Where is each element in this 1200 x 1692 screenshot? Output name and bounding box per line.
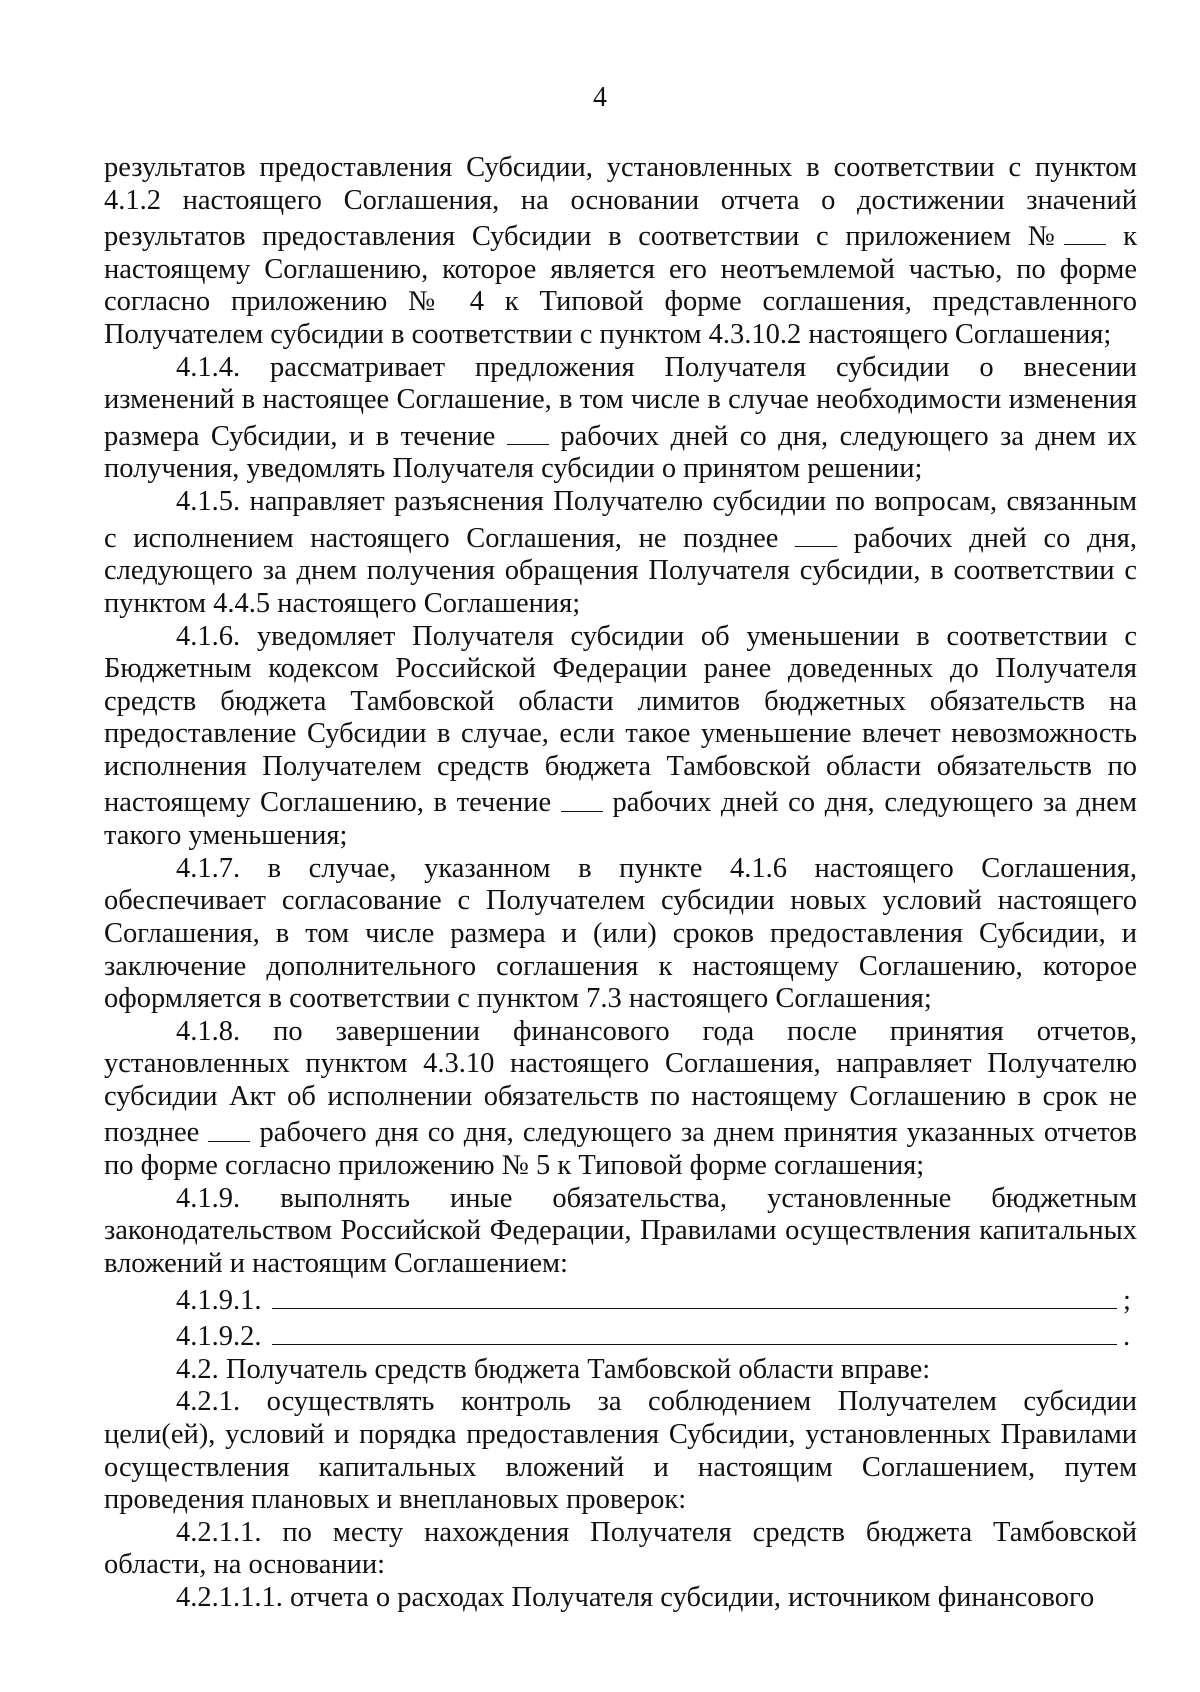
paragraph-text: 4.1.9. выполнять иные обязательства, установленные бюджетным законодательством Российской Федерации, Правилами осуществления капитальных вложений и настоящим Соглашением: [104, 1182, 1137, 1279]
paragraph-text: 4.2.1.1.1. отчета о расходах Получателя субсидии, источником финансового [176, 1581, 1095, 1613]
paragraph-4-1-5 [104, 486, 1137, 620]
fill-line-label: 4.1.9.2. [176, 1321, 262, 1353]
paragraph-4-1-9 [104, 1183, 1137, 1281]
fill-line-rule [272, 1281, 1118, 1309]
paragraph-cont [104, 152, 1137, 352]
paragraphs-before [104, 152, 1137, 1281]
fill-lines [104, 1281, 1137, 1354]
paragraph-text: 4.1.8. по завершении финансового года после принятия отчетов, установленных пунктом 4.3.10 настоящего Соглашения, направляет Получателю субсидии Акт об исполнении обязательств по настоящему Соглашению в срок не позднее [104, 1015, 1137, 1149]
paragraph-4-1-8 [104, 1016, 1137, 1183]
paragraph-text: рабочего дня со дня, следующего за днем принятия указанных отчетов по форме согласно приложению № 5 к Типовой форме соглашения; [104, 1117, 1137, 1182]
paragraph-4-2 [104, 1354, 1137, 1387]
paragraph-text: 4.1.4. рассматривает предложения Получателя субсидии о внесении изменений в настоящее Соглашение, в том числе в случае необходимости изменения размера Субсидии, и в течение [104, 351, 1137, 452]
blank-field [795, 519, 837, 547]
fill-4-1-9-2 [104, 1317, 1137, 1354]
paragraph-text: 4.2. Получатель средств бюджета Тамбовской области вправе: [176, 1353, 931, 1385]
paragraph-text: результатов предоставления Субсидии, установленных в соответствии с пунктом 4.1.2 настоящего Соглашения, на основании отчета о достижении значений результатов предоставления Субсидии в соответствии с приложением № [104, 152, 1137, 253]
fill-line-rule [272, 1317, 1118, 1345]
paragraph-4-1-7 [104, 853, 1137, 1016]
paragraph-text: 4.2.1.1. по месту нахождения Получателя средств бюджета Тамбовской области, на основании: [104, 1516, 1137, 1581]
paragraph-text: 4.2.1. осуществлять контроль за соблюдением Получателем субсидии цели(ей), условий и порядка предоставления Субсидии, установленных Правилами осуществления капитальных вложений и настоящим Соглашением, путем проведения плановых и внеплановых проверок: [104, 1386, 1137, 1516]
paragraph-text: 4.1.5. направляет разъяснения Получателю субсидии по вопросам, связанным с исполнением настоящего Соглашения, не позднее [104, 486, 1137, 554]
blank-field [1064, 217, 1106, 245]
paragraph-4-1-4 [104, 352, 1137, 486]
page-number: 4 [593, 82, 607, 113]
fill-line-label: 4.1.9.1. [176, 1284, 262, 1316]
paragraph-text: к настоящему Соглашению, которое является его неотъемлемой частью, по форме согласно приложению № 4 к Типовой форме соглашения, представленного Получателем субсидии в соответствии с пунктом 4.3.10.2 настоящего Соглашения; [104, 221, 1137, 351]
paragraph-text: рабочих дней со дня, следующего за днем получения обращения Получателя субсидии, в соответствии с пунктом 4.4.5 настоящего Соглашения; [104, 522, 1137, 619]
blank-field [208, 1113, 250, 1141]
blank-field [561, 783, 603, 811]
paragraph-text: 4.1.7. в случае, указанном в пункте 4.1.6 настоящего Соглашения, обеспечивает согласование с Получателем субсидии новых условий настоящего Соглашения, в том числе размера и (или) сроков предоставления Субсидии, и заключение дополнительного соглашения к настоящему Соглашению, которое оформляется в соответствии с пунктом 7.3 настоящего Соглашения; [104, 852, 1137, 1015]
paragraph-4-2-1-1-1 [104, 1582, 1137, 1615]
paragraph-4-2-1-1 [104, 1517, 1137, 1582]
paragraph-text: 4.1.6. уведомляет Получателя субсидии об уменьшении в соответствии с Бюджетным кодексом Российской Федерации ранее доведенных до Получателя средств бюджета Тамбовской области лимитов бюджетных обязательств на предоставление Субсидии в случае, если такое уменьшение влечет невозможность исполнения Получателем средств бюджета Тамбовской области обязательств по настоящему Соглашению, в течение [104, 620, 1137, 819]
paragraphs-after [104, 1354, 1137, 1615]
fill-4-1-9-1 [104, 1281, 1137, 1318]
document-body [104, 152, 1137, 1615]
paragraph-4-2-1 [104, 1386, 1137, 1516]
paragraph-4-1-6 [104, 621, 1137, 853]
fill-line-end: ; [1123, 1284, 1131, 1316]
paragraph-text: рабочих дней со дня, следующего за днем такого уменьшения; [104, 787, 1137, 852]
fill-line-end: . [1123, 1321, 1131, 1353]
paragraph-text: рабочих дней со дня, следующего за днем их получения, уведомлять Получателя субсидии о принятом решении; [104, 420, 1137, 485]
blank-field [507, 417, 549, 445]
